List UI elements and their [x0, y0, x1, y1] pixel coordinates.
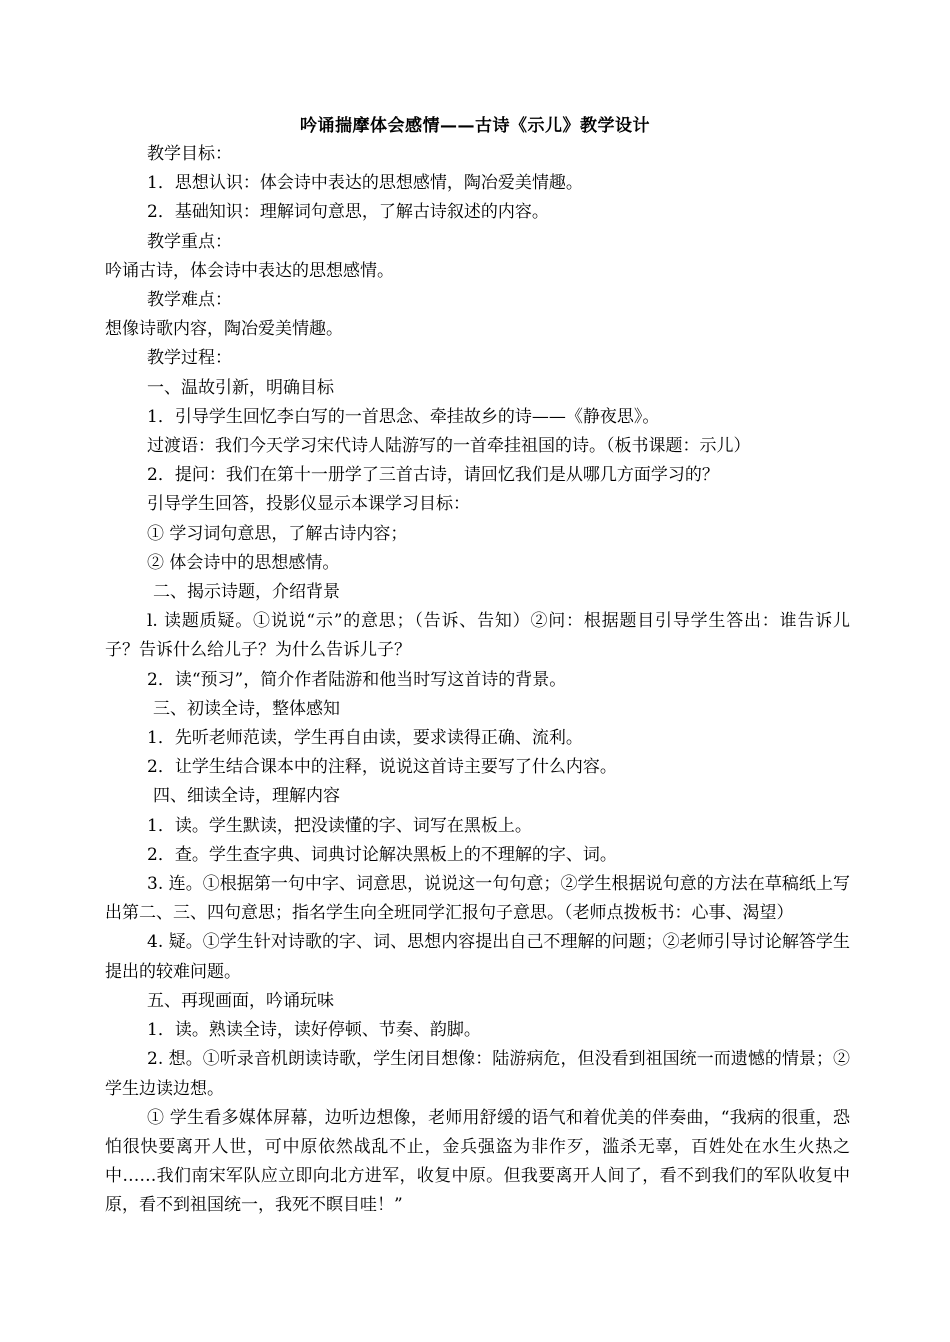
document-title: 吟诵揣摩体会感情——古诗《示儿》教学设计: [300, 116, 650, 136]
process-item: 2．让学生结合课本中的注释，说说这首诗主要写了什么内容。: [147, 757, 617, 778]
process-item: 1．读。熟读全诗，读好停顿、节奏、韵脚。: [147, 1020, 481, 1041]
process-item: 2．提问：我们在第十一册学了三首古诗，请回忆我们是从哪几方面学习的？: [147, 465, 719, 486]
section-heading: 五、再现画面，吟诵玩味: [147, 990, 334, 1011]
goal-list-item: ② 体会诗中的思想感情。: [147, 552, 340, 573]
heading-key-points: 教学重点：: [147, 231, 232, 252]
process-item: 1．引导学生回忆李白写的一首思念、牵挂故乡的诗——《静夜思》。: [147, 406, 660, 427]
heading-process: 教学过程：: [147, 348, 232, 369]
section-heading: 三、初读全诗，整体感知: [153, 698, 340, 719]
key-point-text: 吟诵古诗，体会诗中表达的思想感情。: [105, 260, 394, 281]
difficulty-text: 想像诗歌内容，陶冶爱美情趣。: [105, 319, 343, 340]
section-heading: 四、细读全诗，理解内容: [153, 786, 340, 807]
heading-teaching-goals: 教学目标：: [147, 144, 232, 164]
process-item: 3. 连。①根据第一句中字、词意思，说说这一句句意；②学生根据说句意的方法在草稿纸上写出第二、三、四句意思；指名学生向全班同学汇报句子意思。（老师点拨板书：心事、渴望）: [105, 874, 850, 924]
process-item: 2．查。学生查字典、词典讨论解决黑板上的不理解的字、词。: [147, 844, 617, 865]
heading-difficulties: 教学难点：: [147, 290, 232, 311]
goal-item: 1．思想认识：体会诗中表达的思想感情，陶冶爱美情趣。: [147, 173, 583, 194]
process-item: 1．先听老师范读，学生再自由读，要求读得正确、流利。: [147, 728, 583, 749]
goal-list-item: ① 学习词句意思，了解古诗内容；: [147, 523, 408, 544]
process-item: 2．读“预习”，简介作者陆游和他当时写这首诗的背景。: [147, 669, 567, 690]
transition-text: 过渡语：我们今天学习宋代诗人陆游写的一首牵挂祖国的诗。（板书课题：示儿）: [147, 436, 751, 457]
process-item: l. 读题质疑。①说说“示”的意思；（告诉、告知）②问：根据题目引导学生答出：谁告诉儿子？告诉什么给儿子？为什么告诉儿子？: [105, 611, 850, 661]
process-item: 2. 想。①听录音机朗读诗歌，学生闭目想像：陆游病危，但没看到祖国统一而遗憾的情景；②学生边读边想。: [105, 1049, 850, 1099]
document-body: [105, 140, 850, 1221]
section-heading: 一、温故引新，明确目标: [147, 377, 334, 398]
process-item: ① 学生看多媒体屏幕，边听边想像，老师用舒缓的语气和着优美的伴奏曲，“我病的很重，恐怕很快要离开人世，可中原依然战乱不止，金兵强盗为非作歹，滥杀无辜，百姓处在水生火热之中……我们南宋军队应立即向北方进军，收复中原。但我要离开人间了，看不到我们的军队收复中原，看不到祖国统一，我死不瞑目哇！”: [105, 1107, 850, 1216]
process-item: 引导学生回答，投影仪显示本课学习目标：: [147, 494, 470, 515]
goal-item: 2．基础知识：理解词句意思，了解古诗叙述的内容。: [147, 202, 549, 223]
section-heading: 二、揭示诗题，介绍背景: [153, 582, 340, 603]
process-item: 1．读。学生默读，把没读懂的字、词写在黑板上。: [147, 815, 532, 836]
process-item: 4. 疑。①学生针对诗歌的字、词、思想内容提出自己不理解的问题；②老师引导讨论解答学生提出的较难问题。: [105, 932, 850, 982]
